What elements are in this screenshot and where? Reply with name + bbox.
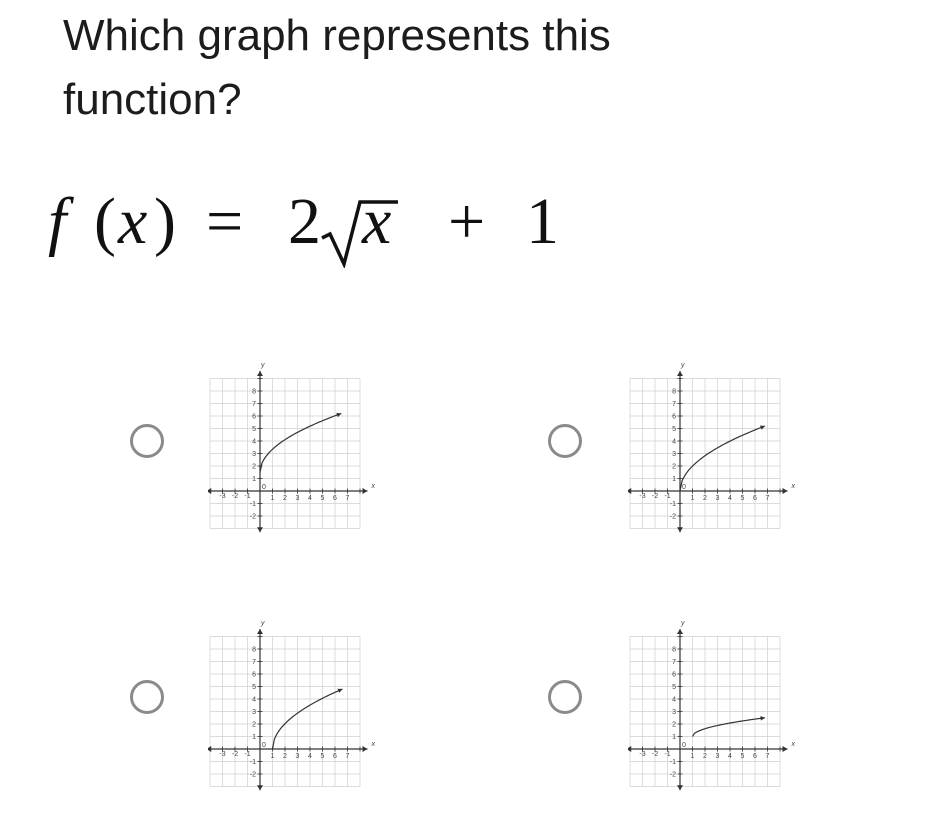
x-tick-label: -2 — [231, 493, 239, 500]
x-tick-label: -3 — [639, 493, 646, 500]
axis-arrow-icon — [677, 527, 683, 532]
y-tick-label: 7 — [252, 659, 256, 666]
x-tick-label: 7 — [765, 753, 770, 760]
x-tick-label: 2 — [703, 495, 707, 502]
y-tick-label: 6 — [252, 671, 256, 679]
axis-arrow-icon — [628, 746, 631, 752]
coordinate-plane — [628, 340, 808, 540]
radicand: x — [362, 185, 392, 258]
origin-label: 0 — [262, 484, 266, 491]
y-tick-label: 4 — [252, 438, 256, 446]
x-tick-label: -3 — [219, 751, 226, 758]
x-axis-label: x — [791, 483, 795, 490]
y-tick-label: 8 — [252, 646, 256, 654]
y-tick-label: -1 — [249, 759, 256, 766]
axis-arrow-icon — [628, 488, 631, 494]
axis-arrow-icon — [783, 488, 788, 494]
x-axis-label: x — [371, 483, 375, 490]
y-tick-label: 5 — [672, 684, 676, 691]
question-text — [63, 4, 823, 132]
plus-sign: + — [448, 185, 486, 258]
y-tick-label: 4 — [672, 696, 676, 704]
x-tick-label: -1 — [664, 493, 671, 500]
y-axis-label: y — [261, 362, 265, 369]
axis-arrow-icon — [783, 746, 788, 752]
y-axis-label: y — [681, 620, 685, 627]
equals-sign: = — [206, 185, 244, 258]
option-b-graph — [628, 340, 808, 540]
option-d-graph — [628, 598, 808, 798]
y-tick-label: 8 — [252, 388, 256, 396]
y-tick-label: 2 — [672, 721, 676, 729]
y-tick-label: 2 — [252, 721, 256, 729]
y-tick-label: 1 — [252, 734, 256, 741]
x-tick-label: 6 — [753, 753, 757, 760]
axis-arrow-icon — [677, 371, 683, 376]
x-tick-label: 5 — [320, 753, 325, 760]
x-tick-label: 4 — [728, 753, 732, 760]
axis-arrow-icon — [363, 488, 368, 494]
y-tick-label: 4 — [672, 438, 676, 446]
coordinate-plane — [628, 598, 808, 798]
option-d-radio[interactable] — [548, 680, 582, 714]
function-argument: x — [118, 185, 148, 258]
option-a-graph — [208, 340, 388, 540]
y-tick-label: -2 — [669, 513, 676, 521]
axis-arrow-icon — [677, 785, 683, 790]
right-paren: ) — [154, 185, 176, 258]
option-b[interactable] — [540, 340, 900, 570]
x-tick-label: 1 — [690, 495, 695, 502]
axis-arrow-icon — [257, 527, 263, 532]
question-line-1: Which graph represents this — [63, 11, 611, 60]
x-tick-label: -3 — [219, 493, 226, 500]
y-tick-label: 3 — [672, 451, 676, 458]
coordinate-plane — [208, 340, 388, 540]
x-tick-label: 7 — [345, 495, 350, 502]
option-c-graph — [208, 598, 388, 798]
function-curve — [273, 689, 343, 749]
x-tick-label: 1 — [690, 753, 695, 760]
function-name: f — [48, 185, 67, 258]
x-tick-label: 4 — [728, 495, 732, 502]
x-tick-label: -2 — [231, 751, 239, 758]
x-tick-label: -2 — [651, 751, 659, 758]
x-tick-label: 5 — [320, 495, 325, 502]
x-tick-label: 2 — [283, 753, 287, 760]
x-axis-label: x — [371, 741, 375, 748]
y-tick-label: 2 — [672, 463, 676, 471]
axis-arrow-icon — [257, 371, 263, 376]
option-d[interactable] — [540, 598, 900, 828]
x-tick-label: 4 — [308, 495, 312, 502]
x-tick-label: 5 — [740, 495, 745, 502]
axis-arrow-icon — [677, 629, 683, 634]
y-tick-label: 3 — [252, 709, 256, 716]
y-tick-label: 8 — [672, 646, 676, 654]
y-tick-label: 5 — [672, 426, 676, 433]
y-tick-label: 6 — [672, 413, 676, 421]
y-tick-label: 1 — [672, 476, 676, 483]
y-tick-label: 1 — [252, 476, 256, 483]
coordinate-plane — [208, 598, 388, 798]
y-tick-label: 1 — [672, 734, 676, 741]
origin-label: 0 — [682, 742, 686, 749]
origin-label: 0 — [262, 742, 266, 749]
x-tick-label: 1 — [270, 495, 275, 502]
x-tick-label: -1 — [244, 493, 251, 500]
left-paren: ( — [94, 185, 116, 258]
y-tick-label: -2 — [669, 771, 676, 779]
x-tick-label: 3 — [295, 495, 300, 502]
y-tick-label: -2 — [249, 771, 256, 779]
y-tick-label: 4 — [252, 696, 256, 704]
y-tick-label: -2 — [249, 513, 256, 521]
y-tick-label: 7 — [672, 401, 676, 408]
x-tick-label: 6 — [333, 753, 337, 760]
y-tick-label: 2 — [252, 463, 256, 471]
x-tick-label: 5 — [740, 753, 745, 760]
constant-term: 1 — [526, 185, 559, 258]
axis-arrow-icon — [257, 629, 263, 634]
x-tick-label: 2 — [703, 753, 707, 760]
x-tick-label: 7 — [345, 753, 350, 760]
axis-arrow-icon — [208, 488, 211, 494]
function-equation — [48, 178, 648, 278]
option-a[interactable] — [120, 340, 480, 570]
x-tick-label: -1 — [244, 751, 251, 758]
origin-label: 0 — [682, 484, 686, 491]
y-tick-label: -1 — [669, 759, 676, 766]
option-c-radio[interactable] — [130, 680, 164, 714]
x-tick-label: -1 — [664, 751, 671, 758]
y-axis-label: y — [261, 620, 265, 627]
function-curve — [693, 718, 766, 737]
y-tick-label: 8 — [672, 388, 676, 396]
x-tick-label: -2 — [651, 493, 659, 500]
option-a-radio[interactable] — [130, 424, 164, 458]
x-axis-label: x — [791, 741, 795, 748]
option-c[interactable] — [120, 598, 480, 828]
x-tick-label: 3 — [715, 495, 720, 502]
x-tick-label: 1 — [270, 753, 275, 760]
x-tick-label: 3 — [295, 753, 300, 760]
y-axis-label: y — [681, 362, 685, 369]
y-tick-label: 7 — [252, 401, 256, 408]
option-b-radio[interactable] — [548, 424, 582, 458]
coefficient: 2 — [288, 185, 321, 258]
x-tick-label: 4 — [308, 753, 312, 760]
axis-arrow-icon — [363, 746, 368, 752]
x-tick-label: 7 — [765, 495, 770, 502]
x-tick-label: 2 — [283, 495, 287, 502]
x-tick-label: -3 — [639, 751, 646, 758]
y-tick-label: 5 — [252, 426, 256, 433]
y-tick-label: 6 — [252, 413, 256, 421]
x-tick-label: 3 — [715, 753, 720, 760]
y-tick-label: 3 — [672, 709, 676, 716]
y-tick-label: 7 — [672, 659, 676, 666]
question-line-2: function? — [63, 75, 242, 124]
axis-arrow-icon — [257, 785, 263, 790]
x-tick-label: 6 — [333, 495, 337, 502]
y-tick-label: 6 — [672, 671, 676, 679]
y-tick-label: -1 — [669, 501, 676, 508]
axis-arrow-icon — [208, 746, 211, 752]
y-tick-label: 5 — [252, 684, 256, 691]
y-tick-label: 3 — [252, 451, 256, 458]
x-tick-label: 6 — [753, 495, 757, 502]
y-tick-label: -1 — [249, 501, 256, 508]
